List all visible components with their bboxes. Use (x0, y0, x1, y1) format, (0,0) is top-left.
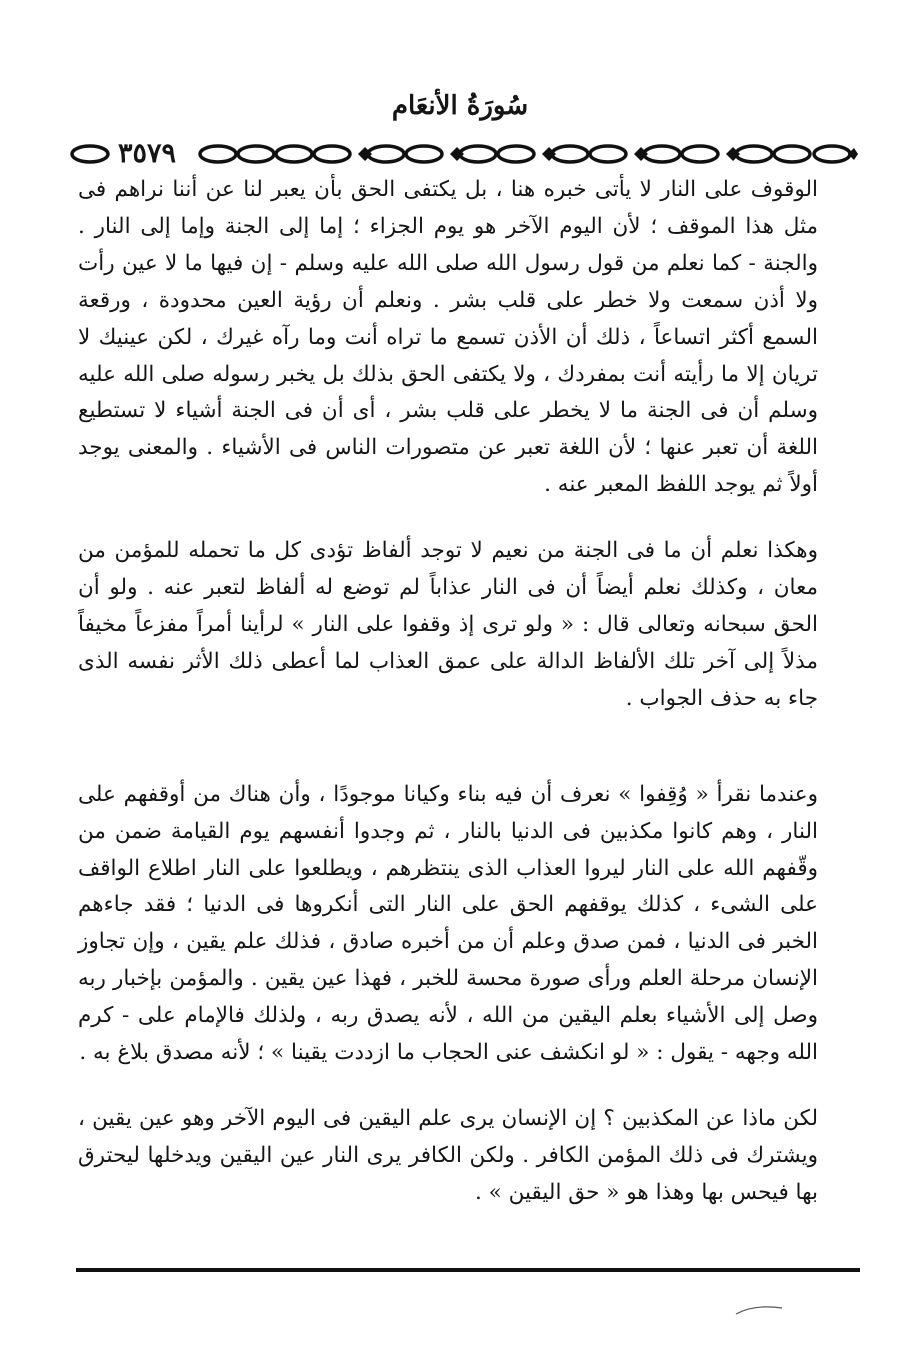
body-text (78, 172, 818, 1212)
footer-rule (76, 1268, 860, 1272)
paragraph-4: لكن ماذا عن المكذبين ؟ إن الإنسان يرى علم اليقين فى اليوم الآخر وهو عين يقين ، ويشترك فى ذلك المؤمن الكافر . ولكن الكافر يرى النار عين اليقين ويدخلها ليحترق بها فيحس بها وهذا هو « حق اليقين » . (78, 1105, 818, 1205)
paragraph-3: وعندما نقرأ « وُقِفوا » نعرف أن فيه بناء وكيانا موجودًا ، وأن هناك من أوقفهم على النار ، وهم كانوا مكذبين فى الدنيا بالنار ، ثم وجدوا أنفسهم يوم القيامة ضمن من وقّفهم الله على النار ليروا العذاب الذى ينتظرهم ، ويطلعوا على النار اطلاع الواقف على الشىء ، كذلك يوقفهم الحق على النار التى أنكروها فى الدنيا ؛ فقد جاءهم الخبر فى الدنيا ، فمن صدق وعلم أن من أخبره صادق ، فذلك علم يقين ، وإن تجاوز الإنسان مرحلة العلم ورأى صورة محسة للخبر ، فهذا عين يقين . والمؤمن بإخبار ربه وصل إلى الأشياء بعلم اليقين من الله ، لأنه يصدق ربه ، ولذلك فالإمام على - كرم الله وجهه - يقول : « لو انكشف عنى الحجاب ما ازددت يقينا » ؛ لأنه مصدق بلاغ به . (78, 781, 818, 1066)
page-corner-mark (734, 1302, 784, 1316)
surah-title: سُورَةُ الأنعَام (391, 91, 529, 121)
decorative-chain-border (68, 136, 858, 172)
page-number: ٣٥٧٩ (112, 136, 182, 172)
paragraph-1: الوقوف على النار لا يأتى خبره هنا ، بل يكتفى الحق بأن يعبر لنا عن أننا نراهم فى مثل هذا الموقف ؛ لأن اليوم الآخر هو يوم الجزاء ؛ إما إلى الجنة وإما إلى النار . والجنة - كما نعلم من قول رسول الله صلى الله عليه وسلم - إن فيها ما لا عين رأت ولا أذن سمعت ولا خطر على قلب بشر . ونعلم أن رؤية العين محدودة ، ورقعة السمع أكثر اتساعاً ، ذلك أن الأذن تسمع ما تراه أنت وما رآه غيرك ، لكن عينيك لا تريان إلا ما رأيته أنت بمفردك ، ولا يكتفى الحق بذلك بل يخبر رسوله صلى الله عليه وسلم أن فى الجنة ما لا يخطر على قلب بشر ، أى أن فى الجنة أشياء لا تستطيع اللغة أن تعبر عنها ؛ لأن اللغة تعبر عن متصورات الناس فى الأشياء . والمعنى يوجد أولاً ثم يوجد اللفظ المعبر عنه . (78, 177, 818, 498)
paragraph-2: وهكذا نعلم أن ما فى الجنة من نعيم لا توجد ألفاظ تؤدى كل ما تحمله للمؤمن من معان ، وكذلك نعلم أيضاً أن فى النار عذاباً لم توضع له ألفاظ لتعبر عنه . ولو أن الحق سبحانه وتعالى قال : « ولو ترى إذ وقفوا على النار » لرأينا أمراً مفزعاً مخيفاً مذلاً إلى آخر تلك الألفاظ الدالة على عمق العذاب لما أعطى ذلك الأثر نفسه الذى جاء به حذف الجواب . (78, 538, 818, 711)
